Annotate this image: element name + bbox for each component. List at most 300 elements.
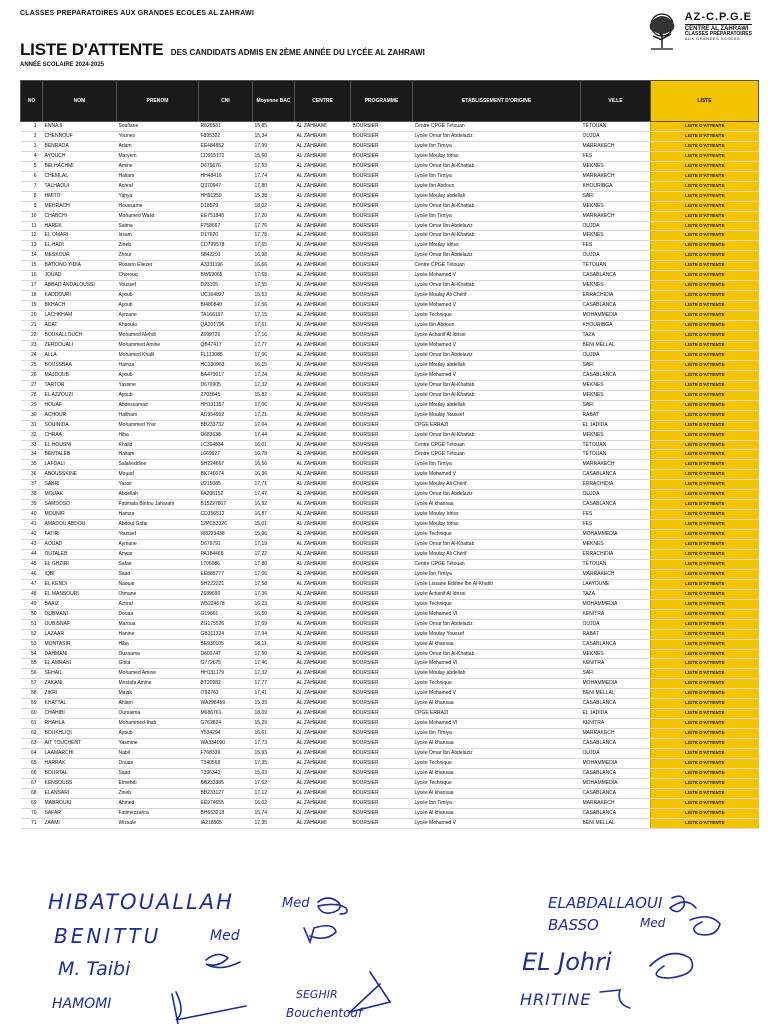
row-cni: T340568 bbox=[199, 759, 253, 769]
row-liste: LISTE D'ATTENTE bbox=[651, 380, 759, 390]
row-no: 49 bbox=[21, 599, 43, 609]
row-ville: OUJDA bbox=[581, 131, 651, 141]
row-programme: BOURSIER bbox=[351, 340, 413, 350]
row-programme: BOURSIER bbox=[351, 480, 413, 490]
row-moyenne: 17,55 bbox=[253, 281, 295, 291]
row-centre: AL ZAHRAWI bbox=[295, 430, 351, 440]
row-no: 3 bbox=[21, 141, 43, 151]
row-no: 23 bbox=[21, 340, 43, 350]
row-cni: BH653218 bbox=[199, 808, 253, 818]
row-prenom: Yahya bbox=[117, 191, 199, 201]
row-etablissement: Lycée Moulay abdellah bbox=[413, 669, 581, 679]
row-programme: BOURSIER bbox=[351, 440, 413, 450]
row-programme: BOURSIER bbox=[351, 301, 413, 311]
row-etablissement: Lycée Ibn Abdoun bbox=[413, 321, 581, 331]
row-centre: AL ZAHRAWI bbox=[295, 271, 351, 281]
table-row bbox=[21, 122, 759, 132]
col-header-cni: CNI bbox=[199, 81, 253, 122]
row-prenom: Safae bbox=[117, 559, 199, 569]
row-cni: WA334090 bbox=[199, 739, 253, 749]
row-ville: MEKNES bbox=[581, 380, 651, 390]
row-etablissement: Lycée Mohamed VI bbox=[413, 609, 581, 619]
row-no: 2 bbox=[21, 131, 43, 141]
row-prenom: Hiba bbox=[117, 639, 199, 649]
row-ville: SAFI bbox=[581, 360, 651, 370]
row-etablissement: Centre CPGE Tétouan bbox=[413, 440, 581, 450]
handwritten-name: Med bbox=[282, 896, 310, 911]
row-no: 59 bbox=[21, 699, 43, 709]
row-centre: AL ZAHRAWI bbox=[295, 589, 351, 599]
row-etablissement: Lycée Omar Ibn Al-Khattab bbox=[413, 649, 581, 659]
row-moyenne: 17,80 bbox=[253, 181, 295, 191]
row-cni: HH131157 bbox=[199, 400, 253, 410]
row-etablissement: Lycée Omar Ibn Abdelaziz bbox=[413, 619, 581, 629]
row-ville: TÉTOUAN bbox=[581, 122, 651, 132]
row-no: 56 bbox=[21, 669, 43, 679]
row-etablissement: Lycée Omar Ibn Al-Khattab bbox=[413, 390, 581, 400]
row-nom: ABOUSSKINE bbox=[43, 470, 117, 480]
row-moyenne: 15,39 bbox=[253, 699, 295, 709]
title-row bbox=[20, 40, 425, 60]
row-centre: AL ZAHRAWI bbox=[295, 151, 351, 161]
row-nom: KHATTAL bbox=[43, 699, 117, 709]
row-programme: BOURSIER bbox=[351, 808, 413, 818]
row-no: 64 bbox=[21, 749, 43, 759]
row-nom: ADAT bbox=[43, 321, 117, 331]
col-header-ville: VILLE bbox=[581, 81, 651, 122]
row-moyenne: 16,36 bbox=[253, 470, 295, 480]
row-nom: CHRAA bbox=[43, 430, 117, 440]
row-no: 34 bbox=[21, 450, 43, 460]
row-liste: LISTE D'ATTENTE bbox=[651, 808, 759, 818]
table-row bbox=[21, 788, 759, 798]
table-row bbox=[21, 659, 759, 669]
row-nom: OUBMANI bbox=[43, 609, 117, 619]
row-centre: AL ZAHRAWI bbox=[295, 390, 351, 400]
row-etablissement: Lycée Omar Ibn Abdelaziz bbox=[413, 350, 581, 360]
row-liste: LISTE D'ATTENTE bbox=[651, 211, 759, 221]
row-programme: BOURSIER bbox=[351, 689, 413, 699]
row-centre: AL ZAHRAWI bbox=[295, 669, 351, 679]
row-prenom: Ahmed bbox=[117, 798, 199, 808]
row-no: 21 bbox=[21, 321, 43, 331]
row-no: 39 bbox=[21, 500, 43, 510]
row-no: 36 bbox=[21, 470, 43, 480]
row-nom: ELANSARI bbox=[43, 788, 117, 798]
row-ville: MOHAMMEDIA bbox=[581, 778, 651, 788]
row-ville: KENITRA bbox=[581, 609, 651, 619]
row-etablissement: Lycée Mohamed V bbox=[413, 301, 581, 311]
row-programme: BOURSIER bbox=[351, 151, 413, 161]
row-ville: MARRAKECH bbox=[581, 460, 651, 470]
row-nom: LAAMARCHI bbox=[43, 749, 117, 759]
row-cni: BI480840 bbox=[199, 301, 253, 311]
row-moyenne: 17,24 bbox=[253, 370, 295, 380]
row-nom: SEHAIL bbox=[43, 669, 117, 679]
row-etablissement: Lycée Omar Ibn Abdelaziz bbox=[413, 749, 581, 759]
row-ville: OUJDA bbox=[581, 221, 651, 231]
row-liste: LISTE D'ATTENTE bbox=[651, 778, 759, 788]
row-cni: BK746074 bbox=[199, 470, 253, 480]
row-ville: LAAYOUNE bbox=[581, 579, 651, 589]
table-row bbox=[21, 131, 759, 141]
row-etablissement: Centre CPGE Tétouan bbox=[413, 122, 581, 132]
row-cni: D17620 bbox=[199, 231, 253, 241]
row-prenom: Otmane bbox=[117, 589, 199, 599]
row-moyenne: 15,96 bbox=[253, 530, 295, 540]
row-ville: MARRAKECH bbox=[581, 171, 651, 181]
row-liste: LISTE D'ATTENTE bbox=[651, 619, 759, 629]
table-row bbox=[21, 739, 759, 749]
row-no: 27 bbox=[21, 380, 43, 390]
row-centre: AL ZAHRAWI bbox=[295, 639, 351, 649]
row-moyenne: 17,65 bbox=[253, 241, 295, 251]
row-cni: EE885777 bbox=[199, 569, 253, 579]
row-prenom: Soufiane bbox=[117, 122, 199, 132]
waiting-list-table bbox=[20, 80, 759, 829]
row-nom: MESKOUR bbox=[43, 251, 117, 261]
row-nom: EL AMRANI bbox=[43, 659, 117, 669]
row-moyenne: 16,15 bbox=[253, 360, 295, 370]
row-moyenne: 17,35 bbox=[253, 818, 295, 828]
row-etablissement: Lycée Technique bbox=[413, 759, 581, 769]
row-cni: R826581 bbox=[199, 122, 253, 132]
col-header-moyenne: Moyenne BAC bbox=[253, 81, 295, 122]
row-no: 16 bbox=[21, 271, 43, 281]
row-programme: BOURSIER bbox=[351, 430, 413, 440]
row-centre: AL ZAHRAWI bbox=[295, 818, 351, 828]
row-moyenne: 17,36 bbox=[253, 589, 295, 599]
row-liste: LISTE D'ATTENTE bbox=[651, 400, 759, 410]
row-programme: BOURSIER bbox=[351, 739, 413, 749]
table-row bbox=[21, 609, 759, 619]
row-prenom: Ayoub bbox=[117, 291, 199, 301]
row-nom: SOUINIDA bbox=[43, 420, 117, 430]
row-ville: OUJDA bbox=[581, 490, 651, 500]
row-ville: CASABLANCA bbox=[581, 500, 651, 510]
row-prenom: Maryem bbox=[117, 151, 199, 161]
row-moyenne: 17,61 bbox=[253, 321, 295, 331]
row-no: 33 bbox=[21, 440, 43, 450]
row-prenom: Oussama bbox=[117, 649, 199, 659]
row-etablissement: Lycée Mohamed V bbox=[413, 689, 581, 699]
table-row bbox=[21, 629, 759, 639]
row-liste: LISTE D'ATTENTE bbox=[651, 181, 759, 191]
row-no: 1 bbox=[21, 122, 43, 132]
row-moyenne: 16,23 bbox=[253, 599, 295, 609]
table-row bbox=[21, 759, 759, 769]
row-prenom: Adam bbox=[117, 141, 199, 151]
row-no: 28 bbox=[21, 390, 43, 400]
row-cni: D683638 bbox=[199, 430, 253, 440]
row-centre: AL ZAHRAWI bbox=[295, 410, 351, 420]
row-cni: CD799578 bbox=[199, 241, 253, 251]
row-centre: AL ZAHRAWI bbox=[295, 231, 351, 241]
row-liste: LISTE D'ATTENTE bbox=[651, 141, 759, 151]
row-etablissement: Lycée Ibn Timiya bbox=[413, 729, 581, 739]
row-prenom: Ayoub bbox=[117, 390, 199, 400]
row-no: 69 bbox=[21, 798, 43, 808]
row-moyenne: 17,16 bbox=[253, 331, 295, 341]
row-prenom: Mohamed Amine bbox=[117, 669, 199, 679]
row-cni: BB233385 bbox=[199, 778, 253, 788]
table-row bbox=[21, 281, 759, 291]
signature-scribble bbox=[350, 972, 390, 1012]
row-liste: LISTE D'ATTENTE bbox=[651, 689, 759, 699]
row-cni: D679905 bbox=[199, 380, 253, 390]
row-centre: AL ZAHRAWI bbox=[295, 440, 351, 450]
row-nom: JOUAD bbox=[43, 271, 117, 281]
row-etablissement: CPGE ERRAZI bbox=[413, 709, 581, 719]
row-no: 50 bbox=[21, 609, 43, 619]
row-programme: BOURSIER bbox=[351, 311, 413, 321]
row-nom: CHABCHI bbox=[43, 211, 117, 221]
row-programme: BOURSIER bbox=[351, 251, 413, 261]
table-row bbox=[21, 271, 759, 281]
row-cni: WA298459 bbox=[199, 699, 253, 709]
row-ville: BENI MELLAL bbox=[581, 818, 651, 828]
row-cni: TA166197 bbox=[199, 311, 253, 321]
row-nom: MABROUKI bbox=[43, 798, 117, 808]
row-moyenne: 17,04 bbox=[253, 420, 295, 430]
row-cni: D679791 bbox=[199, 540, 253, 550]
row-nom: IQBI bbox=[43, 569, 117, 579]
row-prenom: Salaheddine bbox=[117, 460, 199, 470]
signature-scribble bbox=[600, 990, 630, 1008]
row-ville: RABAT bbox=[581, 629, 651, 639]
row-etablissement: Lycée Ibn Timiya bbox=[413, 171, 581, 181]
row-cni: F895322 bbox=[199, 131, 253, 141]
row-centre: AL ZAHRAWI bbox=[295, 768, 351, 778]
row-nom: OUBISNAF bbox=[43, 619, 117, 629]
table-row bbox=[21, 549, 759, 559]
row-centre: AL ZAHRAWI bbox=[295, 311, 351, 321]
row-liste: LISTE D'ATTENTE bbox=[651, 798, 759, 808]
row-moyenne: 16,61 bbox=[253, 729, 295, 739]
row-moyenne: 17,62 bbox=[253, 778, 295, 788]
row-programme: BOURSIER bbox=[351, 450, 413, 460]
row-ville: MEKNES bbox=[581, 649, 651, 659]
table-row bbox=[21, 599, 759, 609]
row-prenom: Ayoub bbox=[117, 301, 199, 311]
row-centre: AL ZAHRAWI bbox=[295, 739, 351, 749]
row-moyenne: 18,11 bbox=[253, 639, 295, 649]
row-nom: AIT TOUCHENT bbox=[43, 739, 117, 749]
row-prenom: Ghita bbox=[117, 659, 199, 669]
row-no: 32 bbox=[21, 430, 43, 440]
row-prenom: Issam bbox=[117, 231, 199, 241]
row-nom: RHAHLA bbox=[43, 719, 117, 729]
row-programme: BOURSIER bbox=[351, 500, 413, 510]
row-liste: LISTE D'ATTENTE bbox=[651, 331, 759, 341]
row-liste: LISTE D'ATTENTE bbox=[651, 699, 759, 709]
row-programme: BOURSIER bbox=[351, 470, 413, 480]
row-liste: LISTE D'ATTENTE bbox=[651, 739, 759, 749]
row-moyenne: 15,01 bbox=[253, 520, 295, 530]
row-no: 63 bbox=[21, 739, 43, 749]
row-liste: LISTE D'ATTENTE bbox=[651, 768, 759, 778]
row-prenom: Mouad bbox=[117, 470, 199, 480]
row-centre: AL ZAHRAWI bbox=[295, 649, 351, 659]
row-nom: CHENNOUF bbox=[43, 131, 117, 141]
signature-scribble bbox=[318, 898, 347, 914]
row-etablissement: Lycée Technique bbox=[413, 599, 581, 609]
row-nom: OUTALEB bbox=[43, 549, 117, 559]
table-row bbox=[21, 181, 759, 191]
row-cni: 12PC53326 bbox=[199, 520, 253, 530]
logo-line4: AUX GRANDES ECOLES bbox=[684, 36, 741, 41]
row-programme: BOURSIER bbox=[351, 659, 413, 669]
row-no: 15 bbox=[21, 261, 43, 271]
table-row bbox=[21, 251, 759, 261]
row-prenom: Haitam bbox=[117, 171, 199, 181]
row-centre: AL ZAHRAWI bbox=[295, 450, 351, 460]
row-prenom: Oumaima bbox=[117, 709, 199, 719]
signature-scribble bbox=[670, 896, 696, 911]
table-row bbox=[21, 161, 759, 171]
row-programme: BOURSIER bbox=[351, 778, 413, 788]
row-ville: CASABLANCA bbox=[581, 370, 651, 380]
row-prenom: Salma bbox=[117, 221, 199, 231]
row-no: 51 bbox=[21, 619, 43, 629]
row-ville: MOHAMMEDIA bbox=[581, 679, 651, 689]
row-no: 9 bbox=[21, 201, 43, 211]
row-ville: ERRACHIDIA bbox=[581, 480, 651, 490]
row-centre: AL ZAHRAWI bbox=[295, 659, 351, 669]
row-programme: BOURSIER bbox=[351, 131, 413, 141]
row-liste: LISTE D'ATTENTE bbox=[651, 191, 759, 201]
page-title: LISTE D'ATTENTE bbox=[20, 40, 164, 59]
row-cni: F768339 bbox=[199, 749, 253, 759]
row-liste: LISTE D'ATTENTE bbox=[651, 430, 759, 440]
row-ville: KHOURIBGA bbox=[581, 181, 651, 191]
row-ville: SAFI bbox=[581, 191, 651, 201]
table-row bbox=[21, 291, 759, 301]
row-etablissement: Lycée Achariif Al Idrissi bbox=[413, 589, 581, 599]
table-row bbox=[21, 331, 759, 341]
row-centre: AL ZAHRAWI bbox=[295, 380, 351, 390]
row-cni: L706086 bbox=[199, 559, 253, 569]
handwritten-name: SEGHIR bbox=[296, 988, 338, 1001]
row-ville: MARRAKECH bbox=[581, 569, 651, 579]
row-moyenne: 15,74 bbox=[253, 808, 295, 818]
row-cni: UC164827 bbox=[199, 291, 253, 301]
row-moyenne: 17,19 bbox=[253, 540, 295, 550]
row-nom: BOUSSBAA bbox=[43, 360, 117, 370]
row-no: 19 bbox=[21, 301, 43, 311]
row-moyenne: 17,80 bbox=[253, 559, 295, 569]
row-prenom: Mohamed Khalil bbox=[117, 350, 199, 360]
row-nom: HARRAK bbox=[43, 759, 117, 769]
row-no: 35 bbox=[21, 460, 43, 470]
row-ville: CASABLANCA bbox=[581, 788, 651, 798]
row-etablissement: Lycée Moulay abdellah bbox=[413, 191, 581, 201]
row-no: 57 bbox=[21, 679, 43, 689]
row-prenom: Zineb bbox=[117, 241, 199, 251]
table-row bbox=[21, 778, 759, 788]
row-moyenne: 16,87 bbox=[253, 510, 295, 520]
row-moyenne: 15,93 bbox=[253, 749, 295, 759]
row-prenom: Yassine bbox=[117, 380, 199, 390]
row-prenom: Achraf bbox=[117, 181, 199, 191]
row-moyenne: 15,82 bbox=[253, 390, 295, 400]
row-cni: EE974655 bbox=[199, 798, 253, 808]
row-moyenne: 17,46 bbox=[253, 659, 295, 669]
row-no: 11 bbox=[21, 221, 43, 231]
row-moyenne: 17,22 bbox=[253, 549, 295, 559]
row-prenom: Khaoula bbox=[117, 321, 199, 331]
row-programme: BOURSIER bbox=[351, 171, 413, 181]
row-liste: LISTE D'ATTENTE bbox=[651, 759, 759, 769]
row-nom: MEHRACH bbox=[43, 201, 117, 211]
row-ville: TAZA bbox=[581, 331, 651, 341]
row-cni: S842291 bbox=[199, 251, 253, 261]
row-cni: G762824 bbox=[199, 719, 253, 729]
row-cni: BE930105 bbox=[199, 639, 253, 649]
row-ville: FES bbox=[581, 510, 651, 520]
row-centre: AL ZAHRAWI bbox=[295, 301, 351, 311]
row-prenom: Zineb bbox=[117, 788, 199, 798]
row-programme: BOURSIER bbox=[351, 420, 413, 430]
row-no: 62 bbox=[21, 729, 43, 739]
row-prenom: Yassir bbox=[117, 480, 199, 490]
row-ville: BENI MELLAL bbox=[581, 340, 651, 350]
row-no: 20 bbox=[21, 311, 43, 321]
row-etablissement: Lycée Technique bbox=[413, 311, 581, 321]
row-moyenne: 17,06 bbox=[253, 569, 295, 579]
row-etablissement: Lycée Moulay Ali Chérif bbox=[413, 291, 581, 301]
row-nom: TALHAOUI bbox=[43, 181, 117, 191]
table-row bbox=[21, 729, 759, 739]
row-cni: CD356512 bbox=[199, 510, 253, 520]
row-no: 17 bbox=[21, 281, 43, 291]
row-liste: LISTE D'ATTENTE bbox=[651, 311, 759, 321]
row-etablissement: Lycée Moulay Idriss bbox=[413, 151, 581, 161]
row-moyenne: 17,44 bbox=[253, 430, 295, 440]
row-programme: BOURSIER bbox=[351, 579, 413, 589]
row-centre: AL ZAHRAWI bbox=[295, 709, 351, 719]
row-prenom: Anwar bbox=[117, 549, 199, 559]
table-row bbox=[21, 460, 759, 470]
row-prenom: Nabil bbox=[117, 749, 199, 759]
row-prenom: Ayoub bbox=[117, 729, 199, 739]
row-no: 5 bbox=[21, 161, 43, 171]
row-ville: MEKNES bbox=[581, 231, 651, 241]
row-prenom: Mohammed-Ihab bbox=[117, 719, 199, 729]
table-row bbox=[21, 171, 759, 181]
row-cni: Y534294 bbox=[199, 729, 253, 739]
table-row bbox=[21, 500, 759, 510]
row-centre: AL ZAHRAWI bbox=[295, 171, 351, 181]
row-liste: LISTE D'ATTENTE bbox=[651, 679, 759, 689]
row-nom: CHAHIBI bbox=[43, 709, 117, 719]
handwritten-name: M. Taibi bbox=[58, 958, 131, 980]
row-etablissement: Lycée Technique bbox=[413, 530, 581, 540]
row-no: 42 bbox=[21, 530, 43, 540]
row-centre: AL ZAHRAWI bbox=[295, 460, 351, 470]
row-prenom: Ayoub bbox=[117, 370, 199, 380]
row-nom: LAFDALI bbox=[43, 460, 117, 470]
row-liste: LISTE D'ATTENTE bbox=[651, 818, 759, 828]
row-prenom: Haitham bbox=[117, 410, 199, 420]
row-liste: LISTE D'ATTENTE bbox=[651, 549, 759, 559]
row-prenom: Amine bbox=[117, 161, 199, 171]
row-moyenne: 17,32 bbox=[253, 380, 295, 390]
row-programme: BOURSIER bbox=[351, 141, 413, 151]
handwritten-name: HAMOMI bbox=[52, 996, 112, 1012]
row-liste: LISTE D'ATTENTE bbox=[651, 350, 759, 360]
row-moyenne: 16,98 bbox=[253, 251, 295, 261]
